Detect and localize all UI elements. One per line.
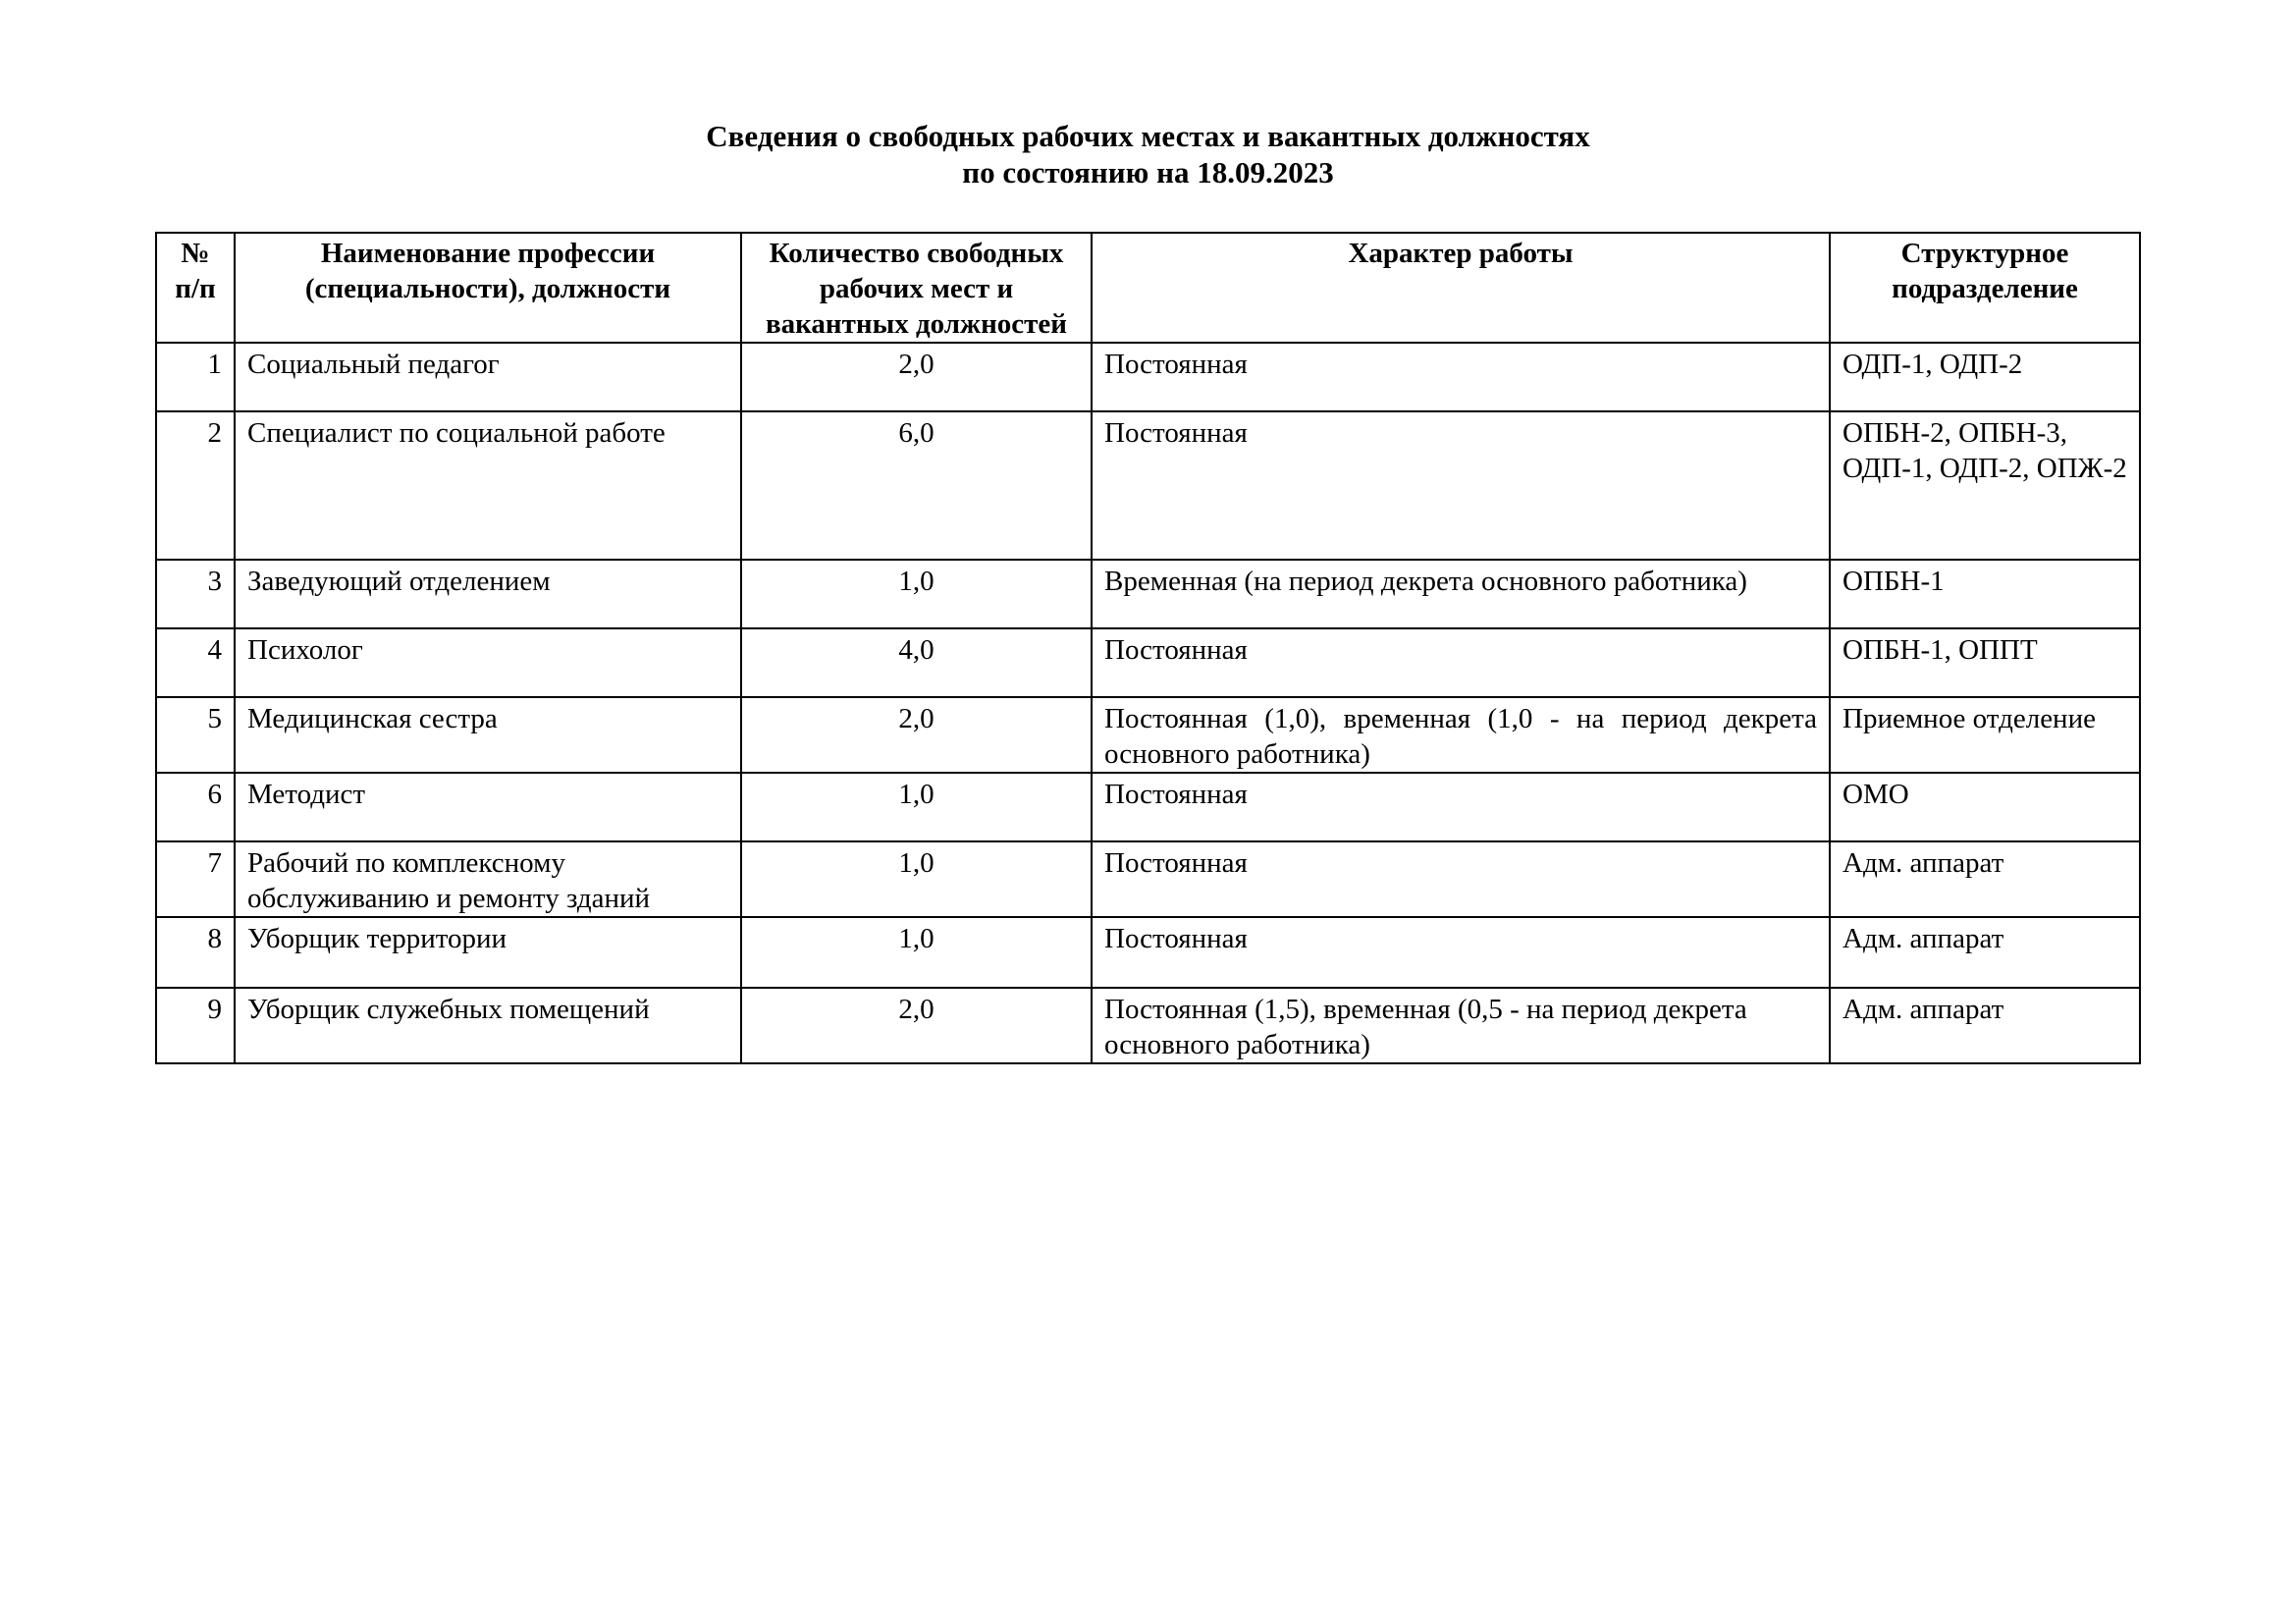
cell-name: Психолог	[235, 628, 741, 697]
cell-num: 8	[156, 917, 235, 988]
table-row	[156, 411, 2140, 560]
table-row	[156, 697, 2140, 773]
cell-num: 7	[156, 841, 235, 917]
table-row	[156, 628, 2140, 697]
header-department: Структурное подразделение	[1830, 233, 2140, 343]
cell-department: ОМО	[1830, 773, 2140, 841]
cell-character: Постоянная	[1092, 841, 1830, 917]
cell-character: Постоянная	[1092, 411, 1830, 560]
cell-quantity: 2,0	[741, 343, 1092, 411]
table-row	[156, 560, 2140, 628]
table-row	[156, 773, 2140, 841]
table-header-row	[156, 233, 2140, 343]
cell-department: ОПБН-2, ОПБН-3, ОДП-1, ОДП-2, ОПЖ-2	[1830, 411, 2140, 560]
cell-num: 3	[156, 560, 235, 628]
cell-num: 6	[156, 773, 235, 841]
cell-character: Временная (на период декрета основного работника)	[1092, 560, 1830, 628]
cell-department: ОПБН-1, ОППТ	[1830, 628, 2140, 697]
cell-department: Адм. аппарат	[1830, 988, 2140, 1063]
cell-quantity: 1,0	[741, 917, 1092, 988]
header-name: Наименование профессии (специальности), должности	[235, 233, 741, 343]
cell-quantity: 4,0	[741, 628, 1092, 697]
header-quantity: Количество свободных рабочих мест и вакантных должностей	[741, 233, 1092, 343]
cell-character: Постоянная	[1092, 343, 1830, 411]
cell-quantity: 2,0	[741, 988, 1092, 1063]
cell-character: Постоянная	[1092, 917, 1830, 988]
cell-num: 4	[156, 628, 235, 697]
header-num: № п/п	[156, 233, 235, 343]
title-line-1: Сведения о свободных рабочих местах и вакантных должностях	[706, 119, 1590, 153]
vacancies-table	[155, 232, 2141, 1064]
cell-quantity: 6,0	[741, 411, 1092, 560]
document-title	[0, 118, 2296, 190]
cell-name: Уборщик территории	[235, 917, 741, 988]
cell-num: 5	[156, 697, 235, 773]
cell-name: Медицинская сестра	[235, 697, 741, 773]
cell-department: ОПБН-1	[1830, 560, 2140, 628]
cell-name: Социальный педагог	[235, 343, 741, 411]
cell-name: Уборщик служебных помещений	[235, 988, 741, 1063]
cell-character: Постоянная	[1092, 628, 1830, 697]
cell-character: Постоянная	[1092, 773, 1830, 841]
table-row	[156, 917, 2140, 988]
cell-department: Приемное отделение	[1830, 697, 2140, 773]
cell-quantity: 1,0	[741, 773, 1092, 841]
cell-num: 2	[156, 411, 235, 560]
cell-name: Специалист по социальной работе	[235, 411, 741, 560]
cell-department: Адм. аппарат	[1830, 841, 2140, 917]
cell-department: ОДП-1, ОДП-2	[1830, 343, 2140, 411]
cell-department: Адм. аппарат	[1830, 917, 2140, 988]
header-character: Характер работы	[1092, 233, 1830, 343]
cell-character: Постоянная (1,5), временная (0,5 - на период декрета основного работника)	[1092, 988, 1830, 1063]
cell-num: 1	[156, 343, 235, 411]
table-row	[156, 988, 2140, 1063]
cell-quantity: 2,0	[741, 697, 1092, 773]
cell-name: Заведующий отделением	[235, 560, 741, 628]
title-line-2: по состоянию на 18.09.2023	[962, 155, 1334, 189]
cell-quantity: 1,0	[741, 841, 1092, 917]
cell-name: Методист	[235, 773, 741, 841]
cell-name: Рабочий по комплексному обслуживанию и ремонту зданий	[235, 841, 741, 917]
cell-num: 9	[156, 988, 235, 1063]
table-row	[156, 841, 2140, 917]
cell-character: Постоянная (1,0), временная (1,0 - на период декрета основного работника)	[1092, 697, 1830, 773]
cell-quantity: 1,0	[741, 560, 1092, 628]
table-row	[156, 343, 2140, 411]
